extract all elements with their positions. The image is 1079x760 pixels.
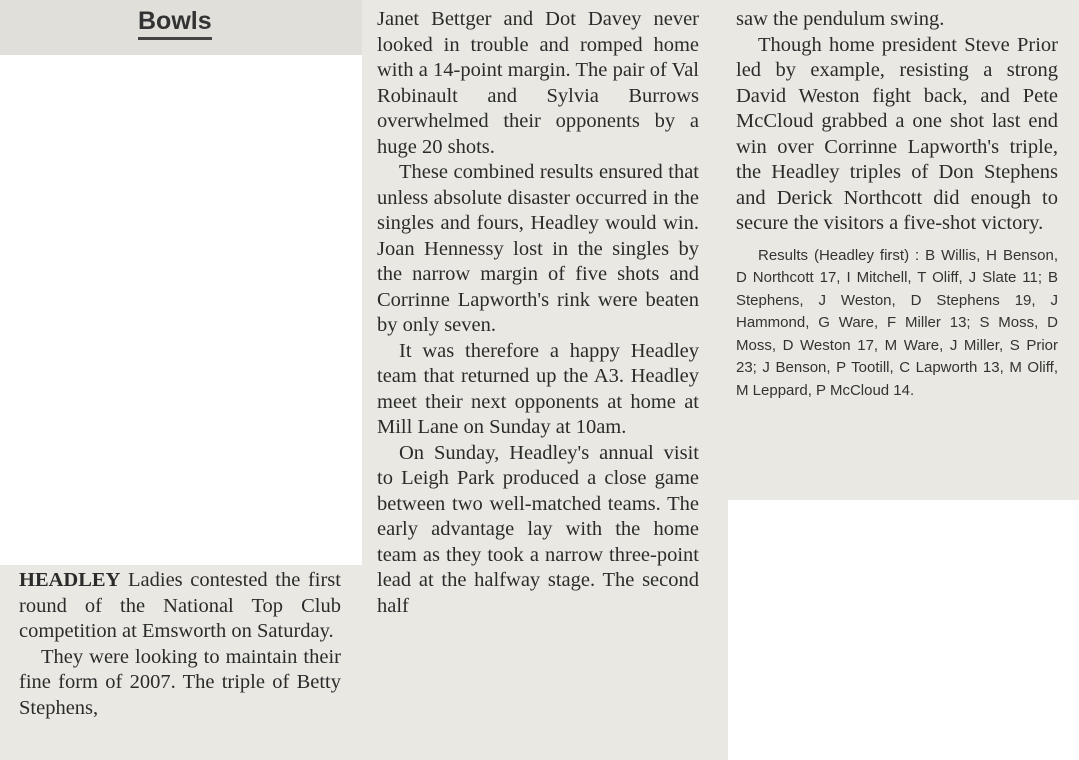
- article-column-3: [736, 7, 1058, 402]
- article-column-1: [19, 568, 341, 721]
- blank-area-right: [728, 500, 1079, 760]
- paragraph-8: Though home president Steve Prior led by example, resisting a strong David Weston fight back, and Pete McCloud grabbed a one shot last end win over Corrinne Lapworth's triple, the Headley triples of Don Stephens and Derick Northcott did enough to secure the visitors a five-shot victory.: [736, 33, 1058, 234]
- paragraph-4: These combined results ensured that unless absolute disaster occurred in the singles and fours, Headley would win. Joan Hennessy lost in the singles by the narrow margin of five shots and Corrinne Lapworth's rink were beaten by only seven.: [377, 161, 699, 336]
- article-column-2: [377, 7, 699, 619]
- blank-area-left: [0, 55, 362, 565]
- paragraph-6: On Sunday, Headley's annual visit to Leigh Park produced a close game between two well-matched teams. The early advantage lay with the home team as they took a narrow three-point lead at the halfway stage. The second half: [377, 441, 699, 617]
- paragraph-1-text: Ladies contested the first round of the National Top Club competition at Emsworth on Saturday.: [19, 569, 341, 642]
- lead-word: HEADLEY: [19, 569, 121, 591]
- paragraph-5: It was therefore a happy Headley team that returned up the A3. Headley meet their next opponents at home at Mill Lane on Sunday at 10am.: [377, 339, 699, 438]
- article-headline: Bowls: [138, 6, 212, 40]
- paragraph-3: Janet Bettger and Dot Davey never looked in trouble and romped home with a 14-point margin. The pair of Val Robinault and Sylvia Burrows overwhelmed their opponents by a huge 20 shots.: [377, 8, 699, 158]
- paragraph-7: saw the pendulum swing.: [736, 8, 945, 30]
- results-list: Results (Headley first) : B Willis, H Benson, D Northcott 17, I Mitchell, T Oliff, J Slate 11; B Stephens, J Weston, D Stephens 19, J Hammond, G Ware, F Miller 13; S Moss, D Moss, D Weston 17, M Ware, J Miller, S Prior 23; J Benson, P Tootill, C Lapworth 13, M Oliff, M Leppard, P McCloud 14.: [736, 246, 1058, 399]
- paragraph-2: They were looking to maintain their fine form of 2007. The triple of Betty Stephens,: [19, 645, 341, 719]
- paragraph-1: [19, 568, 341, 645]
